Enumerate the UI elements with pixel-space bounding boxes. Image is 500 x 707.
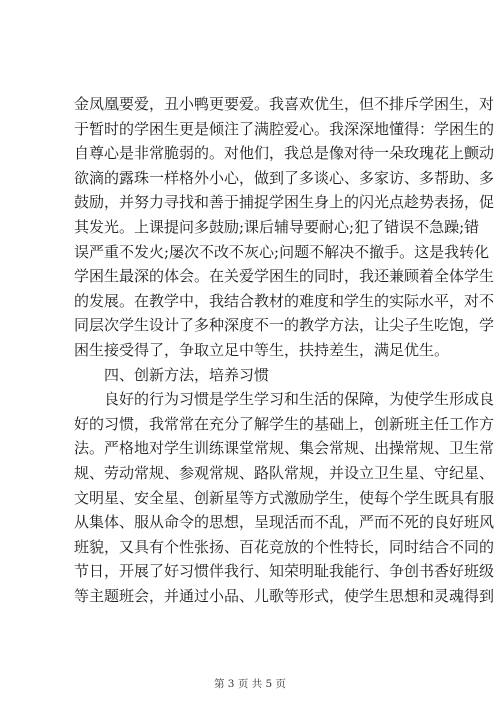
page-number-footer: 第 3 页 共 5 页 [213,678,287,690]
document-body [74,92,495,608]
text-line: 困生接受得了，争取立足中等生，扶持差生，满足优生。 [74,340,450,359]
paragraph-1 [74,92,495,363]
text-line: 学困生最深的体会。在关爱学困生的同时，我还兼顾着全体学生 [74,267,495,286]
paragraph-2 [74,387,495,608]
text-line: 鼓励，并努力寻找和善于捕捉学困生身上的闪光点趁势表扬，促 [74,193,495,212]
text-line: 好的习惯，我常常在充分了解学生的基础上，创新班主任工作方 [74,414,495,433]
text-line: 的发展。在教学中，我结合教材的难度和学生的实际水平，对不 [74,291,495,310]
section-heading: 四、创新方法，培养习惯 [104,365,270,384]
text-line: 欲滴的露珠一样格外小心，做到了多谈心、多家访、多帮助、多 [74,168,495,187]
text-line: 良好的行为习惯是学生学习和生活的保障，为使学生形成良 [104,390,495,409]
text-line: 节日，开展了好习惯伴我行、知荣明耻我能行、争创书香好班级 [74,562,495,581]
text-line: 法。严格地对学生训练课堂常规、集会常规、出操常规、卫生常 [74,439,495,458]
text-line: 班貌，又具有个性张扬、百花竞放的个性特长，同时结合不同的 [74,537,495,556]
text-line: 文明星、安全星、创新星等方式激励学生，使每个学生既具有服 [74,488,495,507]
text-line: 误严重不发火;屡次不改不灰心;问题不解决不撤手。这是我转化 [74,242,490,261]
text-line: 同层次学生设计了多种深度不一的教学方法，让尖子生吃饱，学 [74,316,495,335]
text-line: 自尊心是非常脆弱的。对他们，我总是像对待一朵玫瑰花上颤动 [74,144,495,163]
text-line: 于暂时的学困生更是倾注了满腔爱心。我深深地懂得：学困生的 [74,119,495,138]
text-line: 从集体、服从命令的思想，呈现活而不乱，严而不死的良好班风 [74,513,495,532]
text-line: 金凤凰要爱，丑小鸭更要爱。我喜欢优生，但不排斥学困生，对 [74,95,495,113]
text-line: 其发光。上课提问多鼓励;课后辅导要耐心;犯了错误不急躁;错 [74,217,480,236]
text-line: 规、劳动常规、参观常规、路队常规，并设立卫生星、守纪星、 [74,463,495,482]
text-line: 等主题班会，并通过小品、儿歌等形式，使学生思想和灵魂得到 [74,586,495,605]
